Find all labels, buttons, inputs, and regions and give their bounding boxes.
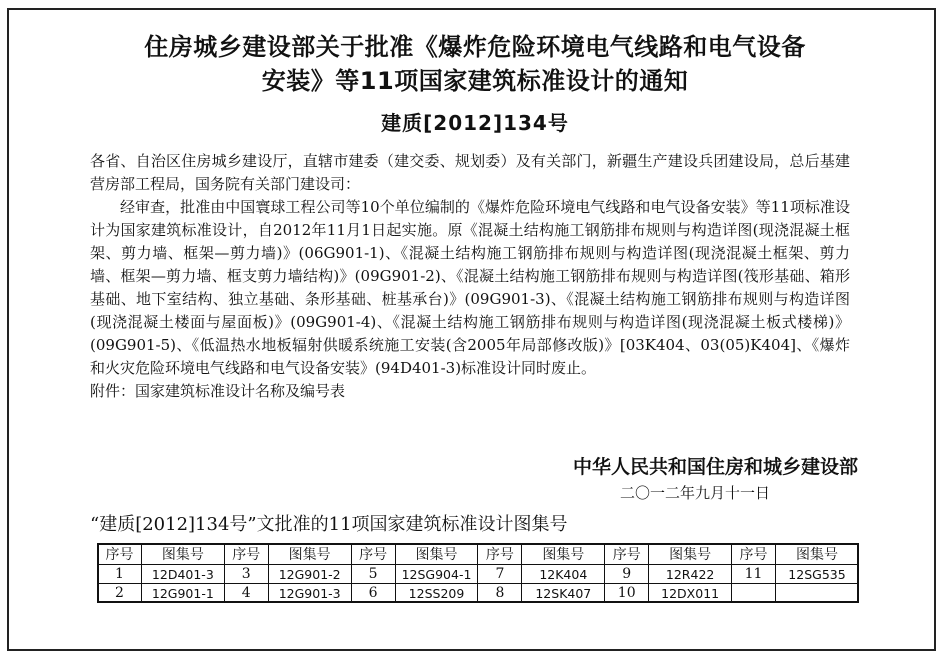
header-seq: 序号 — [478, 544, 522, 565]
header-seq: 序号 — [732, 544, 776, 565]
seq-cell: 2 — [98, 584, 142, 603]
header-code: 图集号 — [776, 544, 859, 565]
seq-cell: 4 — [224, 584, 268, 603]
seq-cell: 7 — [478, 565, 522, 584]
main-paragraph: 经审查，批准由中国寰球工程公司等10个单位编制的《爆炸危险环境电气线路和电气设备安装》等11项标准设计为国家建筑标准设计，自2012年11月1日起实施。原《混凝土结构施工钢筋排布规则与构造详图(现浇混凝土框架、剪力墙、框架—剪力墙)》(06G901-1)、《混凝土结构施工钢筋排布规则与构造详图(现浇混凝土框架、剪力墙、框架—剪力墙、框支剪力墙结构)》(09G901-2)、《混凝土结构施工钢筋排布规则与构造详图(筏形基础、箱形基础、地下室结构、独立基础、条形基础、桩基承台)》(09G901-3)、《混凝土结构施工钢筋排布规则与构造详图(现浇混凝土楼面与屋面板)》(09G901-4)、《混凝土结构施工钢筋排布规则与构造详图(现浇混凝土板式楼梯)》(09G901-5)、《低温热水地板辐射供暖系统施工安装(含2005年局部修改版)》[03K404、03(05)K404]、《爆炸和火灾危险环境电气线路和电气设备安装》(94D401-3)标准设计同时废止。 — [90, 198, 850, 377]
code-cell: 12D401-3 — [141, 565, 224, 584]
table-row — [98, 565, 859, 584]
table-row — [98, 584, 859, 603]
seq-cell: 8 — [478, 584, 522, 603]
salutation: 各省、自治区住房城乡建设厅，直辖市建委（建交委、规划委）及有关部门，新疆生产建设兵团建设局，总后基建营房部工程局，国务院有关部门建设司： — [90, 152, 850, 193]
header-seq: 序号 — [351, 544, 395, 565]
standards-table — [97, 543, 859, 603]
seq-cell: 11 — [732, 565, 776, 584]
notice-title — [0, 30, 950, 98]
attachment-line: 附件：国家建筑标准设计名称及编号表 — [90, 382, 346, 400]
header-code: 图集号 — [395, 544, 478, 565]
title-line-2: 安装》等11项国家建筑标准设计的通知 — [261, 67, 689, 95]
notice-body — [90, 150, 850, 403]
signing-organization: 中华人民共和国住房和城乡建设部 — [572, 456, 858, 478]
header-seq: 序号 — [98, 544, 142, 565]
code-cell: 12SS209 — [395, 584, 478, 603]
header-code: 图集号 — [141, 544, 224, 565]
seq-cell: 1 — [98, 565, 142, 584]
seq-cell: 3 — [224, 565, 268, 584]
code-cell: 12G901-3 — [268, 584, 351, 603]
document-number: 建质[2012]134号 — [381, 111, 569, 135]
header-seq: 序号 — [224, 544, 268, 565]
table-title: “建质[2012]134号”文批准的11项国家建筑标准设计图集号 — [90, 514, 568, 535]
seq-cell: 6 — [351, 584, 395, 603]
seq-cell: 10 — [605, 584, 649, 603]
header-code: 图集号 — [268, 544, 351, 565]
header-code: 图集号 — [522, 544, 605, 565]
seq-cell — [732, 584, 776, 603]
code-cell: 12G901-1 — [141, 584, 224, 603]
signing-date: 二〇一二年九月十一日 — [619, 484, 770, 502]
seq-cell: 9 — [605, 565, 649, 584]
title-line-1: 住房城乡建设部关于批准《爆炸危险环境电气线路和电气设备 — [144, 33, 806, 61]
code-cell: 12SK407 — [522, 584, 605, 603]
code-cell — [776, 584, 859, 603]
code-cell: 12K404 — [522, 565, 605, 584]
header-seq: 序号 — [605, 544, 649, 565]
seq-cell: 5 — [351, 565, 395, 584]
code-cell: 12R422 — [649, 565, 732, 584]
table-header-row — [98, 544, 859, 565]
code-cell: 12G901-2 — [268, 565, 351, 584]
code-cell: 12DX011 — [649, 584, 732, 603]
code-cell: 12SG904-1 — [395, 565, 478, 584]
header-code: 图集号 — [649, 544, 732, 565]
code-cell: 12SG535 — [776, 565, 859, 584]
